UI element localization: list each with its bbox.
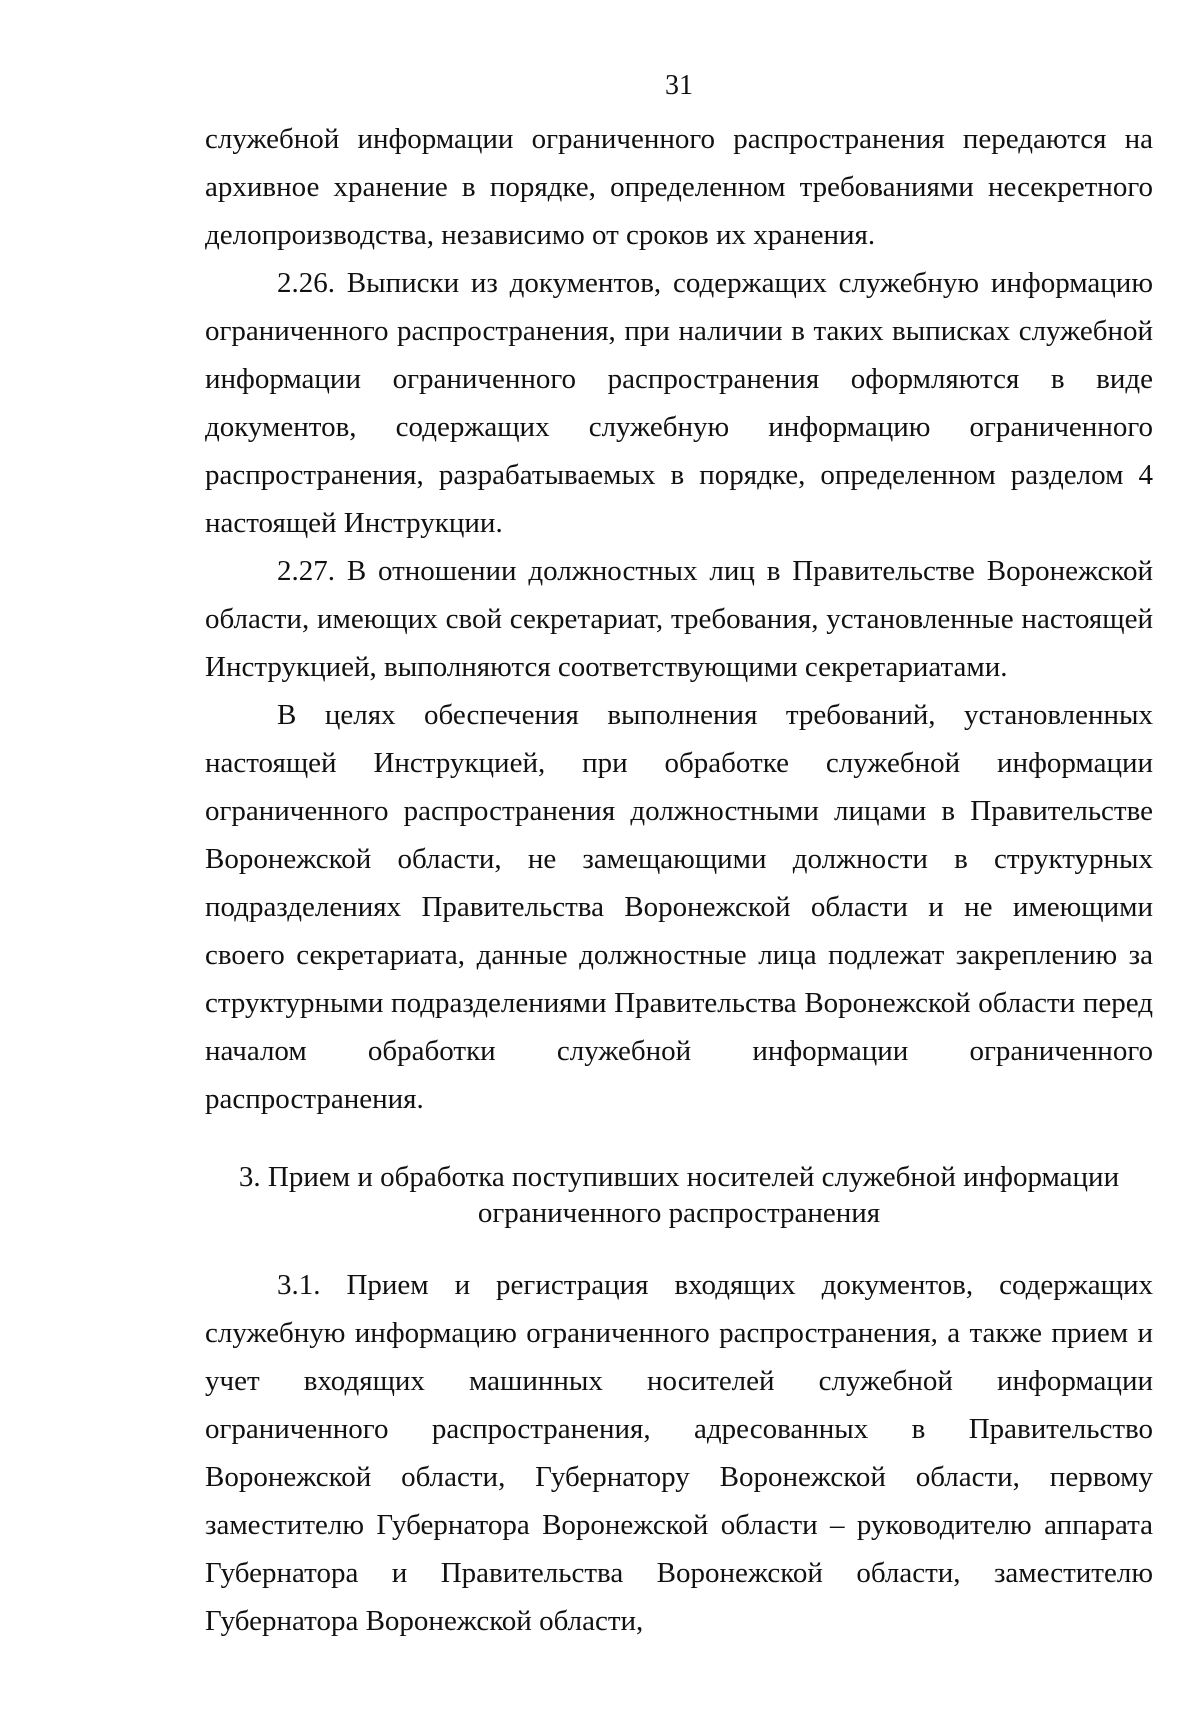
document-body [205, 115, 1153, 1645]
paragraph-continuation: служебной информации ограниченного распространения передаются на архивное хранение в порядке, определенном требованиями несекретного делопроизводства, независимо от сроков их хранения. [205, 123, 1153, 251]
paragraph-2-27: 2.27. В отношении должностных лиц в Правительстве Воронежской области, имеющих свой секретариат, требования, установленные настоящей Инструкцией, выполняются соответствующими секретариатами. [205, 555, 1153, 683]
section-heading-line-2: ограниченного распространения [477, 1197, 881, 1229]
paragraph-2-26: 2.26. Выписки из документов, содержащих служебную информацию ограниченного распространения, при наличии в таких выписках служебной информации ограниченного распространения оформляются в виде документов, содержащих служебную информацию ограниченного распространения, разрабатываемых в порядке, определенном разделом 4 настоящей Инструкции. [205, 267, 1153, 539]
paragraph-3-1: 3.1. Прием и регистрация входящих документов, содержащих служебную информацию ограниченного распространения, а также прием и учет входящих машинных носителей служебной информации ограниченного распространения, адресованных в Правительство Воронежской области, Губернатору Воронежской области, первому заместителю Губернатора Воронежской области – руководителю аппарата Губернатора и Правительства Воронежской области, заместителю Губернатора Воронежской области, [205, 1269, 1153, 1637]
page-number: 31 [665, 70, 693, 101]
section-heading [205, 1159, 1153, 1231]
section-heading-line-1: 3. Прием и обработка поступивших носителей служебной информации [238, 1161, 1120, 1193]
paragraph-2-27-continuation: В целях обеспечения выполнения требований, установленных настоящей Инструкцией, при обработке служебной информации ограниченного распространения должностными лицами в Правительстве Воронежской области, не замещающими должности в структурных подразделениях Правительства Воронежской области и не имеющими своего секретариата, данные должностные лица подлежат закреплению за структурными подразделениями Правительства Воронежской области перед началом обработки служебной информации ограниченного распространения. [205, 699, 1153, 1115]
